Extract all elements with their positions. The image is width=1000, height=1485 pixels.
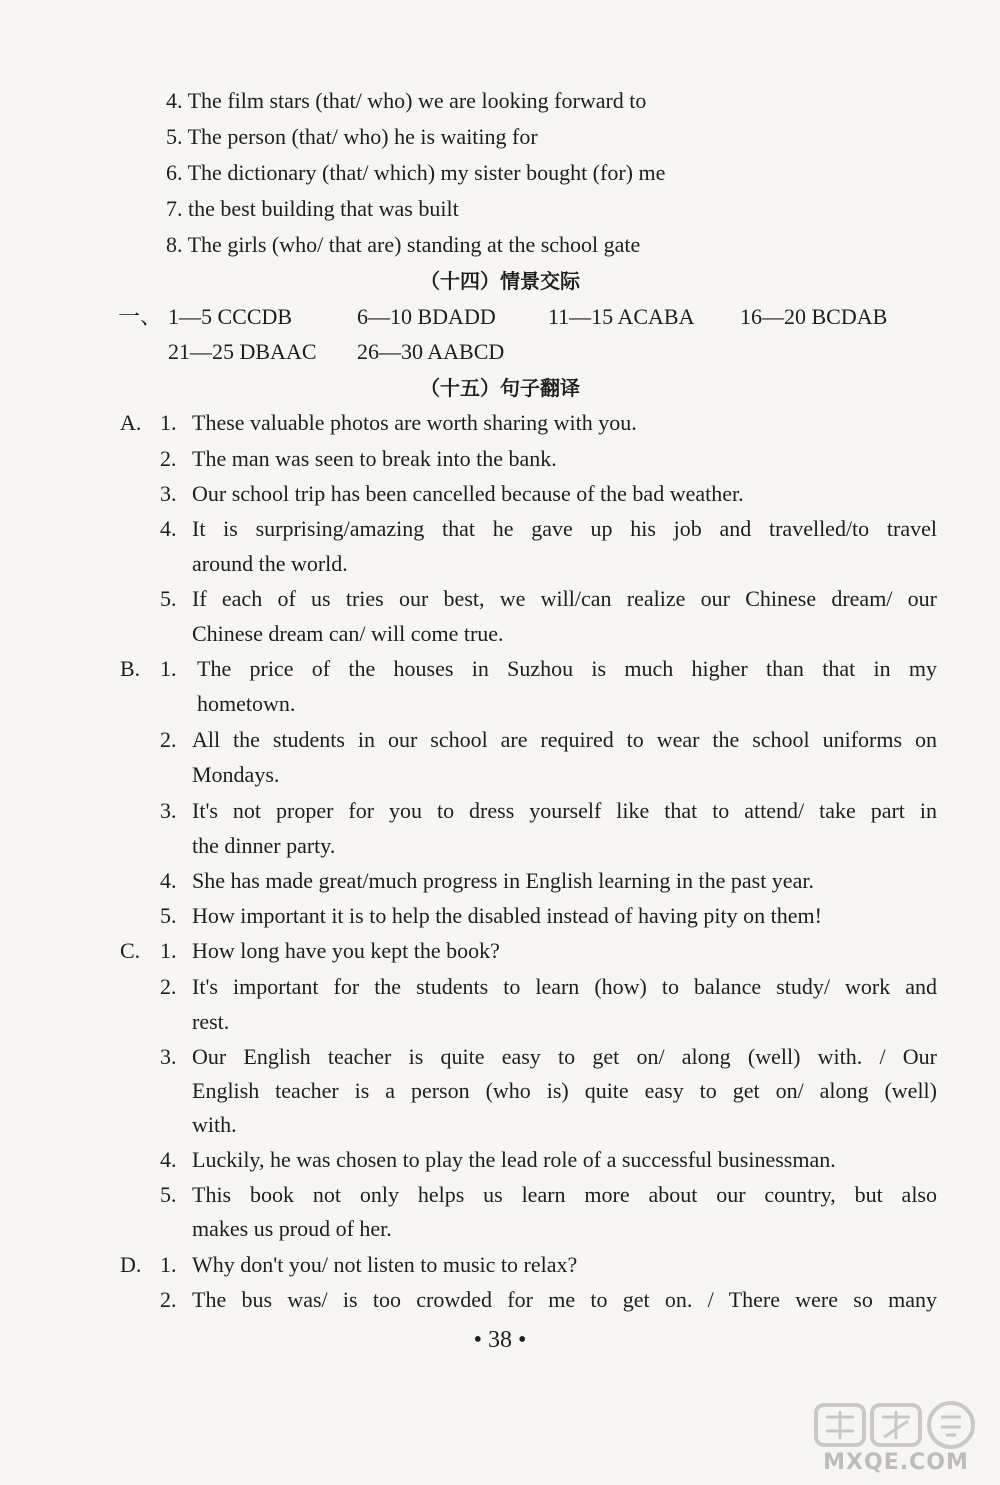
answer-group: 6—10 BDADD bbox=[357, 304, 496, 329]
item-number: 5. bbox=[166, 124, 183, 149]
group-label: D. bbox=[120, 1252, 142, 1277]
answer-group: 11—15 ACABA bbox=[548, 304, 695, 329]
item-text: The girls (who/ that are) standing at the school gate bbox=[187, 232, 641, 257]
list-item bbox=[166, 230, 640, 260]
answer-group: 26—30 AABCD bbox=[357, 339, 505, 364]
item-text: It's not proper for you to dress yourself like that to attend/ take part in bbox=[192, 798, 937, 823]
item-number: 2. bbox=[160, 446, 177, 471]
item-text: Luckily, he was chosen to play the lead role of a successful businessman. bbox=[192, 1147, 836, 1172]
item-text: The price of the houses in Suzhou is much higher than that in my bbox=[197, 656, 937, 681]
item-text: If each of us tries our best, we will/can realize our Chinese dream/ our bbox=[192, 586, 937, 611]
item-number: 6. bbox=[166, 160, 183, 185]
item-text: The person (that/ who) he is waiting for bbox=[187, 124, 538, 149]
item-number: 4. bbox=[160, 1147, 177, 1172]
item-text: rest. bbox=[192, 1009, 230, 1034]
item-text: with. bbox=[192, 1112, 237, 1137]
item-number: 4. bbox=[160, 868, 177, 893]
item-number: 4. bbox=[160, 516, 177, 541]
item-text: Chinese dream can/ will come true. bbox=[192, 621, 504, 646]
item-text: The man was seen to break into the bank. bbox=[192, 446, 557, 471]
list-item bbox=[166, 122, 538, 152]
item-number: 4. bbox=[166, 88, 183, 113]
section-heading: （十四）情景交际 bbox=[420, 269, 580, 293]
item-number: 1. bbox=[160, 410, 177, 435]
list-item bbox=[166, 86, 646, 116]
item-text: The film stars (that/ who) we are looking forward to bbox=[187, 88, 647, 113]
item-text: Why don't you/ not listen to music to relax? bbox=[192, 1252, 578, 1277]
item-text: She has made great/much progress in English learning in the past year. bbox=[192, 868, 814, 893]
answer-row bbox=[118, 302, 162, 333]
item-text: the dinner party. bbox=[192, 833, 336, 858]
item-text: The bus was/ is too crowded for me to get on. / There were so many bbox=[192, 1287, 937, 1312]
item-number: 1. bbox=[160, 938, 177, 963]
group-label: B. bbox=[120, 656, 141, 681]
answer-group: 1—5 CCCDB bbox=[168, 304, 293, 329]
list-item bbox=[166, 158, 665, 188]
item-text: Mondays. bbox=[192, 762, 280, 787]
list-item bbox=[166, 194, 459, 224]
item-number: 7. bbox=[166, 196, 183, 221]
item-text: Our English teacher is quite easy to get on/ along (well) with. / Our bbox=[192, 1044, 937, 1069]
group-label: A. bbox=[120, 410, 142, 435]
item-number: 1. bbox=[160, 656, 177, 681]
section-heading: （十五）句子翻译 bbox=[420, 376, 580, 400]
item-text: It's important for the students to learn (how) to balance study/ work and bbox=[192, 974, 937, 999]
item-text: This book not only helps us learn more about our country, but also bbox=[192, 1182, 937, 1207]
item-number: 2. bbox=[160, 1287, 177, 1312]
item-text: How long have you kept the book? bbox=[192, 938, 500, 963]
item-text: How important it is to help the disabled instead of having pity on them! bbox=[192, 903, 822, 928]
item-text: English teacher is a person (who is) quite easy to get on/ along (well) bbox=[192, 1078, 937, 1103]
item-text: All the students in our school are required to wear the school uniforms on bbox=[192, 727, 937, 752]
item-number: 3. bbox=[160, 1044, 177, 1069]
watermark-logo bbox=[806, 1397, 986, 1477]
item-number: 5. bbox=[160, 586, 177, 611]
item-number: 5. bbox=[160, 1182, 177, 1207]
group-label: C. bbox=[120, 938, 141, 963]
item-number: 3. bbox=[160, 798, 177, 823]
item-number: 5. bbox=[160, 903, 177, 928]
item-number: 2. bbox=[160, 974, 177, 999]
item-text: around the world. bbox=[192, 551, 348, 576]
item-text: The dictionary (that/ which) my sister bought (for) me bbox=[187, 160, 666, 185]
item-number: 8. bbox=[166, 232, 183, 257]
item-number: 3. bbox=[160, 481, 177, 506]
item-number: 1. bbox=[160, 1252, 177, 1277]
item-text: hometown. bbox=[197, 691, 296, 716]
watermark-text: MXQE.COM bbox=[823, 1450, 969, 1475]
watermark-emblem-icon bbox=[806, 1397, 986, 1457]
item-text: These valuable photos are worth sharing with you. bbox=[192, 410, 637, 435]
item-text: It is surprising/amazing that he gave up his job and travelled/to travel bbox=[192, 516, 937, 541]
item-text: the best building that was built bbox=[188, 196, 459, 221]
answer-group: 16—20 BCDAB bbox=[740, 304, 888, 329]
section-prefix: 一、 bbox=[118, 305, 163, 330]
item-text: Our school trip has been cancelled because of the bad weather. bbox=[192, 481, 744, 506]
page-number: • 38 • bbox=[473, 1327, 527, 1353]
item-number: 2. bbox=[160, 727, 177, 752]
answer-group: 21—25 DBAAC bbox=[168, 339, 317, 364]
item-text: makes us proud of her. bbox=[192, 1216, 392, 1241]
